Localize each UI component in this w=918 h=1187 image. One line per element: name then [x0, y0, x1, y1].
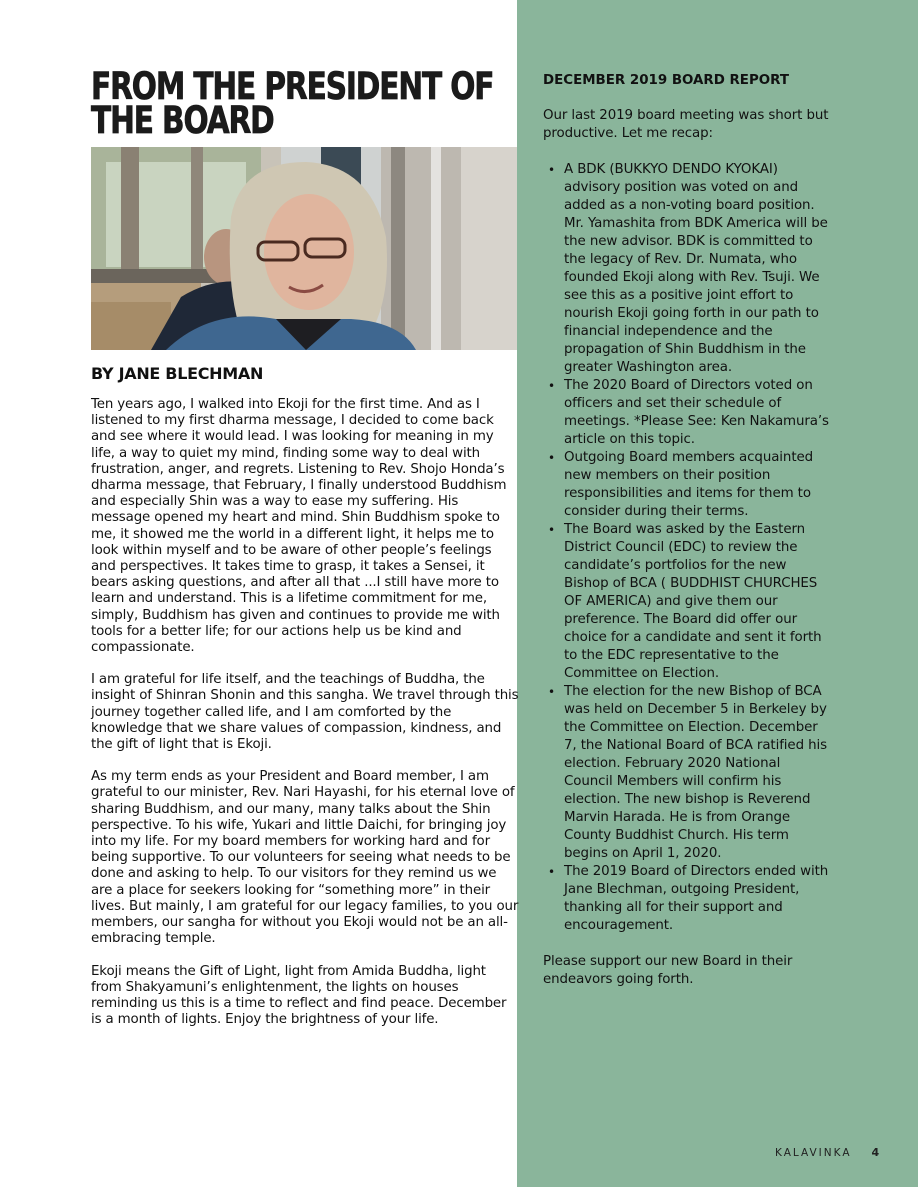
report-item-text: The 2020 Board of Directors voted on officers and set their schedule of meetings. *Please See: Ken Nakamura’s article on this topic.	[564, 378, 829, 447]
article-paragraph: I am grateful for life itself, and the teachings of Buddha, the insight of Shinran Shonin and this sangha. We travel through this journey together called life, and I am comforted by the knowledge that we share values of compassion, kindness, and the gift of light that is Ekoji.	[91, 672, 519, 753]
report-list-item	[548, 863, 833, 935]
report-item-text: A BDK (BUKKYO DENDO KYOKAI) advisory position was voted on and added as a non-voting board position. Mr. Yamashita from BDK America will be the new advisor. BDK is committed to the legacy of Rev. Dr. Numata, who founded Ekoji along with Rev. Tsuji. We see this as a positive joint effort to nourish Ekoji going forth in our path to financial independence and the propagation of Shin Buddhism in the greater Washington area.	[564, 162, 828, 375]
article-paragraph: Ekoji means the Gift of Light, light from Amida Buddha, light from Shakyamuni’s enlightenment, the lights on houses reminding us this is a time to reflect and find peace. December is a month of lights. Enjoy the brightness of your life.	[91, 963, 507, 1028]
report-list-item	[548, 449, 833, 521]
report-intro: Our last 2019 board meeting was short but productive. Let me recap:	[543, 108, 829, 141]
bullet-icon: •	[548, 379, 555, 393]
report-list-item	[548, 521, 833, 683]
article-body	[91, 397, 519, 1044]
article-paragraph: Ten years ago, I walked into Ekoji for the first time. And as I listened to my first dharma message, I decided to come back and see where it would lead. I was looking for meaning in my life, a way to quiet my mind, finding some way to deal with frustration, anger, and regrets. Listening to Rev. Shojo Honda’s dharma message, that February, I finally understood Buddhism and especially Shin was a way to ease my suffering. His message opened my heart and mind. Shin Buddhism spoke to me, it showed me the world in a different light, it helps me to look within myself and to be aware of other people’s feelings and perspectives. It takes time to grasp, it takes a Sensei, it bears asking questions, and after all that ...I still have more to learn and understand. This is a lifetime commitment for me, simply, Buddhism has given and continues to provide me with tools for a better life; for our actions help us be kind and compassionate.	[91, 397, 507, 656]
report-list-item	[548, 161, 833, 377]
report-list	[543, 161, 833, 935]
bullet-icon: •	[548, 865, 555, 879]
bullet-icon: •	[548, 685, 555, 699]
bullet-icon: •	[548, 523, 555, 537]
bullet-icon: •	[548, 451, 555, 465]
report-item-text: The election for the new Bishop of BCA was held on December 5 in Berkeley by the Committee on Election. December 7, the National Board of BCA ratified his election. February 2020 National Council Members will confirm his election. The new bishop is Reverend Marvin Harada. He is from Orange County Buddhist Church. His term begins on April 1, 2020.	[564, 684, 828, 861]
report-closing: Please support our new Board in their endeavors going forth.	[543, 954, 793, 987]
portrait-photo	[91, 147, 517, 350]
report-item-text: The Board was asked by the Eastern District Council (EDC) to review the candidate’s portfolios for the new Bishop of BCA ( BUDDHIST CHURCHES OF AMERICA) and give them our preference. The Board did offer our choice for a candidate and sent it forth to the EDC representative to the Committee on Election.	[564, 522, 822, 681]
report-item-text: Outgoing Board members acquainted new members on their position responsibilities and items for them to consider during their terms.	[564, 450, 814, 519]
article-title: FROM THE PRESIDENT OF THE BOARD	[91, 65, 494, 142]
bullet-icon: •	[548, 163, 555, 177]
report-list-item	[548, 683, 833, 863]
portrait-photo-icon	[91, 147, 517, 350]
board-report	[543, 72, 833, 989]
article-title-wrap	[91, 65, 511, 142]
page-number: 4	[871, 1146, 880, 1159]
report-heading: DECEMBER 2019 BOARD REPORT	[543, 73, 789, 88]
article-paragraph: As my term ends as your President and Board member, I am grateful to our minister, Rev. Nari Hayashi, for his eternal love of sharing Buddhism, and our many, many talks about the Shin perspective. To his wife, Yukari and little Daichi, for bringing joy into my life. For my board members for working hard and for being supportive. To our volunteers for seeing what needs to be done and asking to help. To our visitors for they remind us we are a place for seekers looking for “something more” in their lives. But mainly, I am grateful for our legacy families, to you our members, our sangha for without you Ekoji would not be an all-embracing temple.	[91, 769, 519, 947]
page-footer	[775, 1146, 879, 1159]
report-item-text: The 2019 Board of Directors ended with Jane Blechman, outgoing President, thanking all for their support and encouragement.	[564, 864, 829, 933]
article-byline: BY JANE BLECHMAN	[91, 364, 264, 383]
report-list-item	[548, 377, 833, 449]
publication-name: KALAVINKA	[775, 1147, 852, 1159]
